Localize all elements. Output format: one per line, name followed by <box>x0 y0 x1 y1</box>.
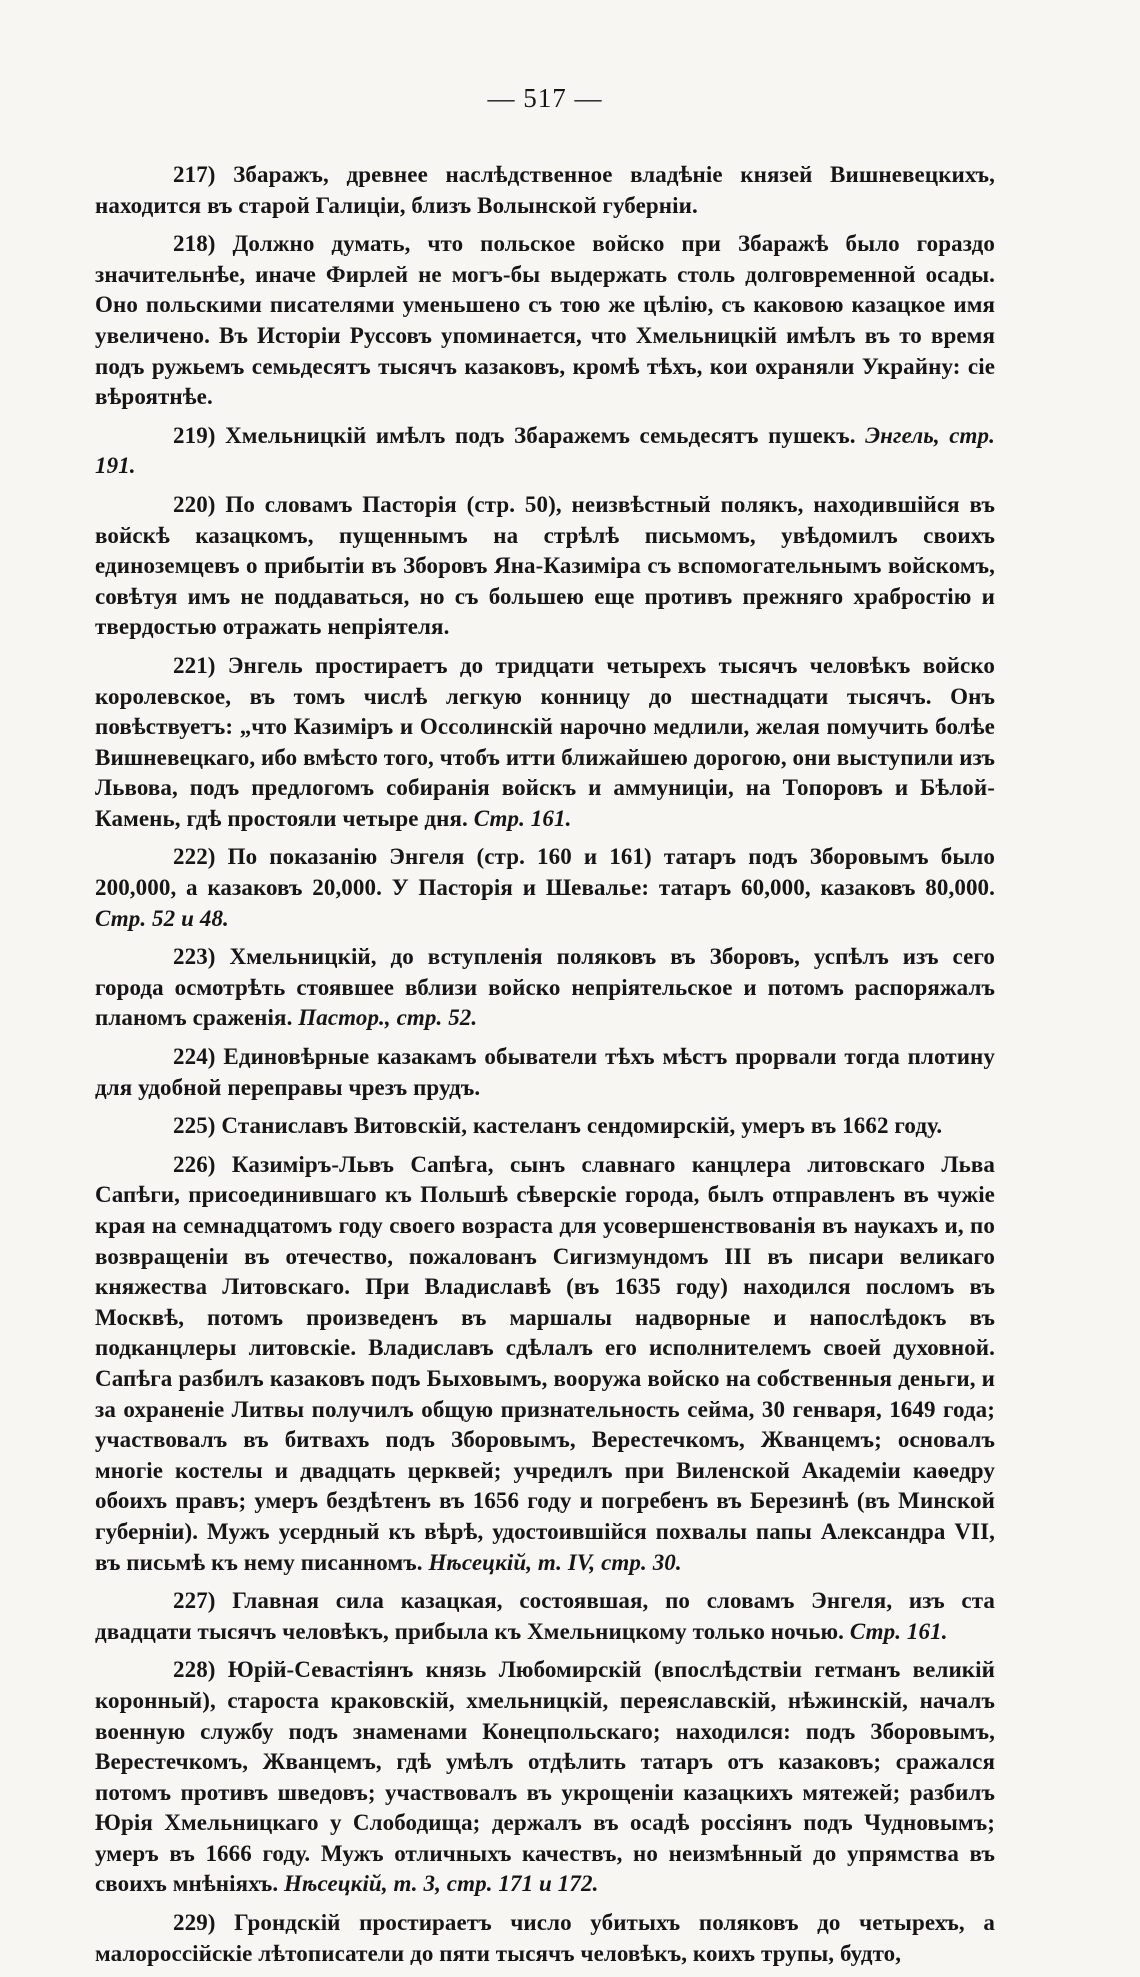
footnote-number: 229) <box>173 1910 216 1936</box>
footnote-text: Юрій-Севастіянъ князь Любомирскій (впослѣдствіи гетманъ великій коронный), староста краковскій, хмельницкій, переяславскій, нѣжинскій, началъ военную службу подъ знаменами Конецпольскаго; находился: подъ Зборовымъ, Верестечкомъ, Жванцемъ, гдѣ умѣлъ отдѣлить татаръ отъ казаковъ; сражался потомъ противъ шведовъ; участвовалъ въ укрощеніи казацкихъ мятежей; разбилъ Юрія Хмельницкаго у Слободища; держалъ въ осадѣ россіянъ подъ Чудновымъ; умеръ въ 1666 году. Мужъ отличныхъ качествъ, но неизмѣнный до упрямства въ своихъ мнѣніяхъ. <box>95 1657 995 1897</box>
footnote-reference: Стр. 52 и 48. <box>95 905 229 931</box>
footnote-text: Збаражъ, древнее наслѣдственное владѣніе князей Вишневецкихъ, находится въ старой Галиціи, близъ Волынской губерніи. <box>95 162 995 218</box>
footnote-220 <box>95 490 995 643</box>
footnote-number: 225) <box>173 1113 216 1139</box>
book-page <box>95 78 995 1977</box>
footnote-text: По показанію Энгеля (стр. 160 и 161) татаръ подъ Зборовымъ было 200,000, а казаковъ 20,000. У Пасторія и Шевалье: татаръ 60,000, казаковъ 80,000. <box>95 844 995 901</box>
footnote-number: 227) <box>173 1588 216 1614</box>
footnote-number: 217) <box>173 162 216 187</box>
footnote-number: 220) <box>173 491 216 517</box>
footnote-text: Станиславъ Витовскій, кастеланъ сендомирскій, умеръ въ 1662 году. <box>215 1113 943 1139</box>
footnote-number: 219) <box>173 422 216 448</box>
footnote-text: Энгель простираетъ до тридцати четырехъ тысячъ человѣкъ войско королевское, въ томъ числѣ легкую конницу до шестнадцати тысячъ. Онъ повѣствуетъ: „что Казиміръ и Оссолинскій нарочно медлили, желая помучить болѣе Вишневецкаго, ибо вмѣсто того, чтобъ итти ближайшею дорогою, они выступили изъ Львова, подъ предлогомъ собиранія войскъ и аммуниціи, на Топоровъ и Бѣлой-Камень, гдѣ простояли четыре дня. <box>95 652 995 831</box>
footnote-number: 222) <box>173 844 216 870</box>
footnote-226 <box>95 1150 995 1578</box>
footnote-reference: Нѣсецкій, т. IV, стр. 30. <box>428 1549 682 1575</box>
footnote-reference: Стр. 161. <box>473 805 572 831</box>
footnote-number: 224) <box>173 1044 216 1070</box>
footnote-number: 223) <box>173 944 216 970</box>
footnote-225 <box>95 1111 995 1142</box>
footnote-reference: Нѣсецкій, т. 3, стр. 171 и 172. <box>284 1871 599 1897</box>
footnote-218 <box>95 229 995 413</box>
footnote-227 <box>95 1586 995 1647</box>
footnote-217 <box>95 160 995 221</box>
footnote-number: 221) <box>173 652 216 678</box>
footnote-reference: Пастор., стр. 52. <box>298 1005 478 1031</box>
footnote-number: 228) <box>173 1657 216 1683</box>
footnote-222 <box>95 842 995 934</box>
footnote-229 <box>95 1908 995 1969</box>
footnotes-list <box>95 160 995 1969</box>
footnote-text: Казиміръ-Львъ Сапѣга, сынъ славнаго канцлера литовскаго Льва Сапѣги, присоединившаго къ Польшѣ сѣверскіе города, былъ отправленъ въ чужіе края на семнадцатомъ году своего возраста для усовершенствованія въ наукахъ и, по возвращеніи въ отечество, пожалованъ Сигизмундомъ III въ писари великаго княжества Литовскаго. При Владиславѣ (въ 1635 году) находился посломъ въ Москвѣ, потомъ произведенъ въ маршалы надворные и напослѣдокъ въ подканцлеры литовскіе. Владиславъ сдѣлалъ его исполнителемъ своей духовной. Сапѣга разбилъ казаковъ подъ Быховымъ, вооружа войско на собственныя деньги, и за охраненіе Литвы получилъ общую признательность сейма, 30 генваря, 1649 года; участвовалъ въ битвахъ подъ Зборовымъ, Верестечкомъ, Жванцемъ; основалъ многіе костелы и двадцать церквей; учредилъ при Виленской Академіи каѳедру обоихъ правъ; умеръ бездѣтенъ въ 1656 году и погребенъ въ Березинѣ (въ Минской губерніи). Мужъ усердный къ вѣрѣ, удостоившійся похвалы папы Александра VII, въ письмѣ къ нему писанномъ. <box>95 1151 995 1575</box>
footnote-221 <box>95 651 995 835</box>
footnote-219 <box>95 421 995 482</box>
footnote-text: Грондскій простираетъ число убитыхъ поляковъ до четырехъ, а малороссійскіе лѣтописатели до пяти тысячъ человѣкъ, коихъ трупы, будто, <box>95 1910 995 1966</box>
footnote-text: По словамъ Пасторія (стр. 50), неизвѣстный полякъ, находившійся въ войскѣ казацкомъ, пущеннымъ на стрѣлѣ письмомъ, увѣдомилъ своихъ единоземцевъ о прибытіи въ Зборовъ Яна-Казиміра съ вспомогательнымъ войскомъ, совѣтуя имъ не поддаваться, но съ большею еще противъ прежняго храбростію и твердостью отражать непріятеля. <box>95 491 995 640</box>
page-number: — 517 — <box>487 83 603 113</box>
footnote-223 <box>95 942 995 1034</box>
footnote-text: Хмельницкій имѣлъ подъ Збаражемъ семьдесятъ пушекъ. <box>215 422 866 448</box>
footnote-text: Хмельницкій, до вступленія поляковъ въ Зборовъ, успѣлъ изъ сего города осмотрѣть стоявшее вблизи войско непріятельское и потомъ распоряжалъ планомъ сраженія. <box>95 944 995 1031</box>
footnote-number: 218) <box>173 231 216 257</box>
footnote-number: 226) <box>173 1151 216 1177</box>
footnote-text: Единовѣрные казакамъ обыватели тѣхъ мѣстъ прорвали тогда плотину для удобной переправы чрезъ прудъ. <box>95 1044 995 1100</box>
footnote-text: Главная сила казацкая, состоявшая, по словамъ Энгеля, изъ ста двадцати тысячъ человѣкъ, прибыла къ Хмельницкому только ночью. <box>95 1588 995 1644</box>
footnote-224 <box>95 1042 995 1103</box>
footnote-reference: Стр. 161. <box>849 1618 948 1644</box>
footnote-text: Должно думать, что польское войско при Збаражѣ было гораздо значительнѣе, иначе Фирлей не могъ-бы выдержать столь долговременной осады. Оно польскими писателями уменьшено съ тою же цѣлію, съ каковою казацкое имя увеличено. Въ Исторіи Руссовъ упоминается, что Хмельницкій имѣлъ въ то время подъ ружьемъ семьдесятъ тысячъ казаковъ, кромѣ тѣхъ, кои охраняли Украйну: сіе вѣроятнѣе. <box>95 231 995 410</box>
footnote-228 <box>95 1655 995 1900</box>
footnote-reference: Энгель, стр. 191. <box>95 422 995 479</box>
